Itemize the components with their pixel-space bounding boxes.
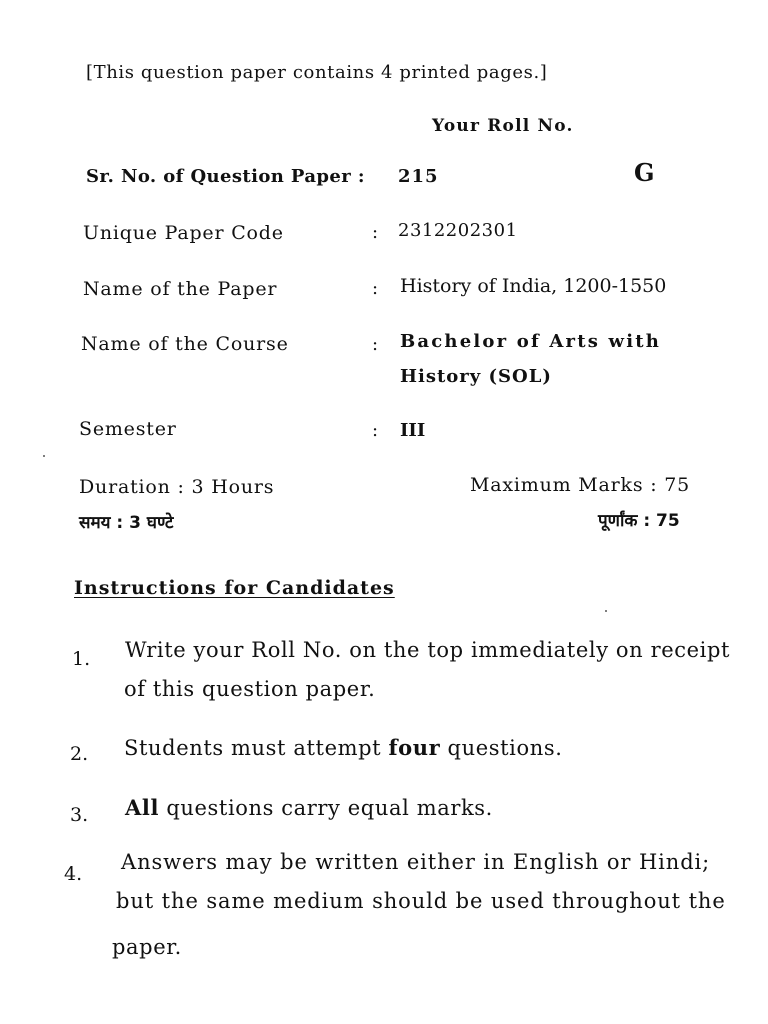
semester-colon: :: [372, 420, 379, 441]
instruction-2-bold: four: [388, 735, 441, 760]
instruction-3-post: questions carry equal marks.: [159, 796, 493, 820]
instruction-1-line1: Write your Roll No. on the top immediately on receipt: [125, 638, 731, 662]
unique-code-value: 2312202301: [398, 220, 518, 241]
instruction-3-text: [125, 795, 493, 820]
instruction-2-number: 2.: [70, 743, 89, 765]
sr-no-value: 215: [398, 166, 439, 187]
instruction-4-line3: paper.: [112, 935, 182, 959]
instruction-2-text: [124, 735, 562, 760]
course-name-value-line2: History (SOL): [400, 366, 552, 387]
instruction-2-post: questions.: [440, 736, 563, 760]
roll-number-label: Your Roll No.: [432, 116, 574, 136]
semester-label: Semester: [79, 418, 177, 440]
scan-speck: [605, 610, 607, 612]
instruction-1-line2: of this question paper.: [124, 677, 376, 701]
paper-name-label: Name of the Paper: [83, 278, 278, 300]
duration-english: Duration : 3 Hours: [79, 476, 275, 498]
instruction-3-number: 3.: [70, 804, 89, 826]
unique-code-colon: :: [372, 222, 379, 243]
pages-note: [This question paper contains 4 printed pages.]: [86, 62, 548, 83]
duration-hindi: समय : 3 घण्टे: [79, 513, 174, 533]
course-name-label: Name of the Course: [81, 333, 289, 355]
instruction-4-number: 4.: [64, 863, 83, 885]
instruction-1-number: 1.: [72, 648, 91, 670]
max-marks-hindi: पूर्णांक : 75: [598, 511, 680, 531]
scan-speck: [43, 455, 45, 457]
instruction-4-line1: Answers may be written either in English or Hindi;: [121, 850, 711, 874]
unique-code-label: Unique Paper Code: [83, 222, 284, 244]
course-name-value-line1: Bachelor of Arts with: [400, 331, 662, 352]
instruction-4-line2: but the same medium should be used throughout the: [116, 889, 726, 913]
paper-name-colon: :: [372, 278, 379, 299]
instruction-3-bold: All: [125, 795, 160, 820]
course-name-colon: :: [372, 334, 379, 355]
instruction-2-pre: Students must attempt: [124, 736, 389, 760]
instructions-title: Instructions for Candidates: [74, 577, 395, 599]
max-marks-english: Maximum Marks : 75: [470, 474, 691, 496]
paper-set-letter: G: [634, 158, 655, 187]
semester-value: III: [400, 420, 426, 441]
paper-name-value: History of India, 1200-1550: [400, 275, 667, 297]
sr-no-label: Sr. No. of Question Paper :: [86, 166, 365, 187]
